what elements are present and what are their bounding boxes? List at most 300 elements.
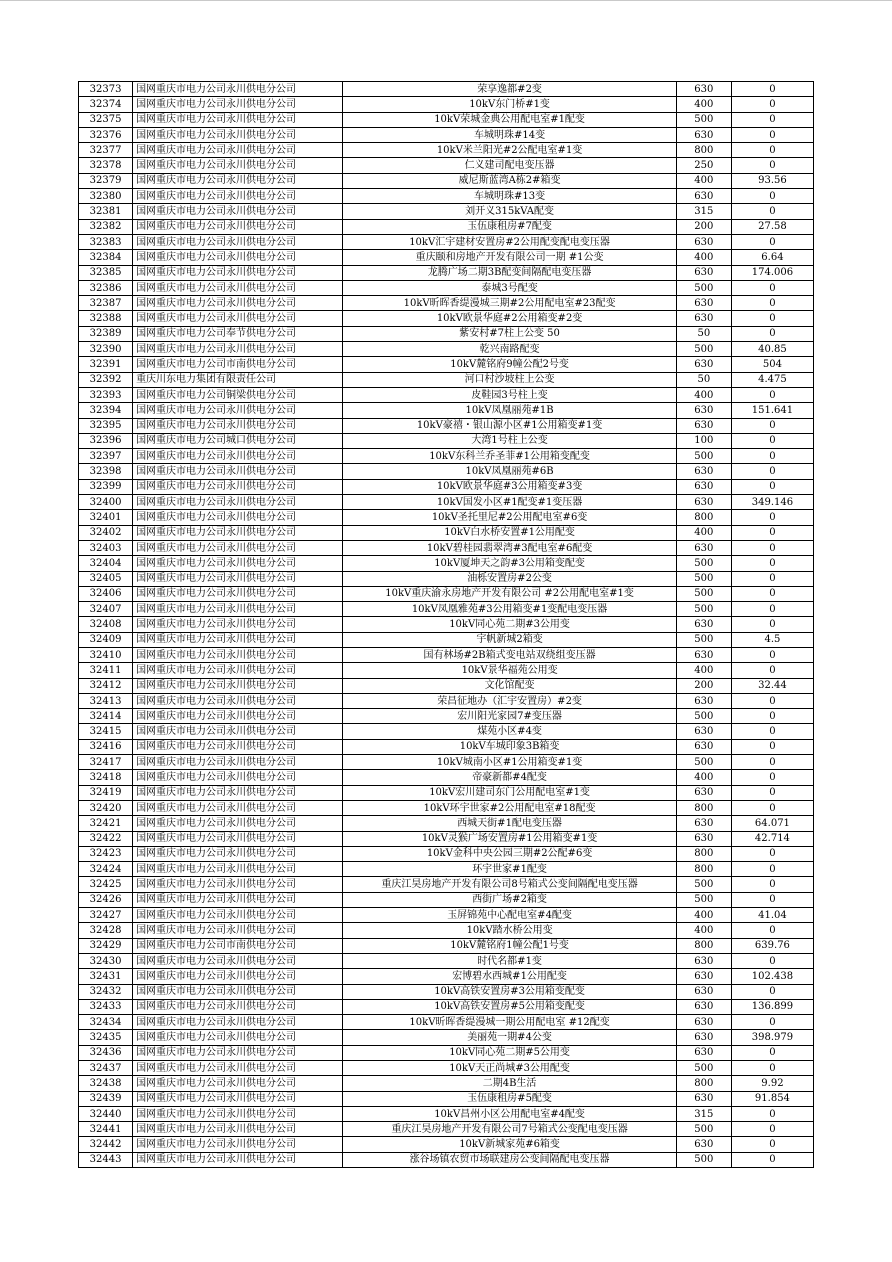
value-cell: 0 (731, 663, 813, 678)
company-cell: 国网重庆市电力公司永川供电分公司 (133, 449, 343, 464)
value-cell: 0 (731, 311, 813, 326)
transformer-name-cell: 玉伍康租房#7配变 (343, 219, 676, 234)
transformer-name-cell: 煤苑小区#4变 (343, 724, 676, 739)
capacity-cell: 630 (676, 816, 731, 831)
capacity-cell: 630 (676, 495, 731, 510)
company-cell: 国网重庆市电力公司永川供电分公司 (133, 1061, 343, 1076)
row-id-cell: 32385 (79, 265, 133, 280)
capacity-cell: 630 (676, 739, 731, 754)
table-row (79, 785, 814, 800)
value-cell: 0 (731, 82, 813, 97)
table-row (79, 877, 814, 892)
company-cell: 国网重庆市电力公司永川供电分公司 (133, 143, 343, 158)
company-cell: 国网重庆市电力公司永川供电分公司 (133, 311, 343, 326)
company-cell: 国网重庆市电力公司永川供电分公司 (133, 525, 343, 540)
row-id-cell: 32376 (79, 127, 133, 142)
capacity-cell: 630 (676, 984, 731, 999)
transformer-name-cell: 10kV欧景华庭#3公用箱变#3变 (343, 479, 676, 494)
capacity-cell: 500 (676, 632, 731, 647)
row-id-cell: 32409 (79, 632, 133, 647)
row-id-cell: 32438 (79, 1076, 133, 1091)
company-cell: 国网重庆市电力公司永川供电分公司 (133, 969, 343, 984)
value-cell: 4.475 (731, 372, 813, 387)
company-cell: 国网重庆市电力公司永川供电分公司 (133, 82, 343, 97)
transformer-name-cell: 10kV昌州小区公用配电室#4配变 (343, 1106, 676, 1121)
value-cell: 0 (731, 647, 813, 662)
row-id-cell: 32420 (79, 800, 133, 815)
capacity-cell: 630 (676, 724, 731, 739)
value-cell: 32.44 (731, 678, 813, 693)
value-cell: 0 (731, 586, 813, 601)
transformer-table (78, 81, 814, 1168)
table-row (79, 709, 814, 724)
table-row (79, 724, 814, 739)
value-cell: 0 (731, 556, 813, 571)
table-row (79, 816, 814, 831)
value-cell: 64.071 (731, 816, 813, 831)
row-id-cell: 32384 (79, 250, 133, 265)
table-row (79, 571, 814, 586)
row-id-cell: 32435 (79, 1030, 133, 1045)
capacity-cell: 630 (676, 479, 731, 494)
company-cell: 国网重庆市电力公司永川供电分公司 (133, 770, 343, 785)
capacity-cell: 500 (676, 342, 731, 357)
transformer-name-cell: 龙腾广场二期3B配变间隔配电变压器 (343, 265, 676, 280)
capacity-cell: 630 (676, 234, 731, 249)
table-row (79, 892, 814, 907)
value-cell: 27.58 (731, 219, 813, 234)
capacity-cell: 630 (676, 1045, 731, 1060)
table-row (79, 602, 814, 617)
value-cell: 0 (731, 540, 813, 555)
table-row (79, 831, 814, 846)
value-cell: 0 (731, 739, 813, 754)
transformer-name-cell: 10kV东门桥#1变 (343, 97, 676, 112)
company-cell: 国网重庆市电力公司永川供电分公司 (133, 204, 343, 219)
row-id-cell: 32422 (79, 831, 133, 846)
row-id-cell: 32374 (79, 97, 133, 112)
capacity-cell: 200 (676, 678, 731, 693)
table-row (79, 403, 814, 418)
value-cell: 0 (731, 892, 813, 907)
value-cell: 398.979 (731, 1030, 813, 1045)
company-cell: 国网重庆市电力公司奉节供电分公司 (133, 326, 343, 341)
transformer-name-cell: 国有林场#2B箱式变电站双绕组变压器 (343, 647, 676, 662)
company-cell: 国网重庆市电力公司永川供电分公司 (133, 112, 343, 127)
row-id-cell: 32428 (79, 923, 133, 938)
value-cell: 0 (731, 189, 813, 204)
capacity-cell: 500 (676, 586, 731, 601)
row-id-cell: 32402 (79, 525, 133, 540)
transformer-name-cell: 宇帆新城2箱变 (343, 632, 676, 647)
value-cell: 0 (731, 418, 813, 433)
row-id-cell: 32389 (79, 326, 133, 341)
table-row (79, 158, 814, 173)
table-row (79, 693, 814, 708)
company-cell: 国网重庆市电力公司永川供电分公司 (133, 556, 343, 571)
company-cell: 国网重庆市电力公司永川供电分公司 (133, 846, 343, 861)
company-cell: 国网重庆市电力公司永川供电分公司 (133, 984, 343, 999)
row-id-cell: 32434 (79, 1015, 133, 1030)
table-row (79, 495, 814, 510)
value-cell: 0 (731, 1122, 813, 1137)
transformer-name-cell: 10kV灵猴广场安置房#1公用箱变#1变 (343, 831, 676, 846)
transformer-name-cell: 10kV荣城金典公用配电室#1配变 (343, 112, 676, 127)
capacity-cell: 400 (676, 525, 731, 540)
transformer-name-cell: 车城明珠#13变 (343, 189, 676, 204)
table-row (79, 127, 814, 142)
transformer-name-cell: 重庆颐和房地产开发有限公司一期 #1公变 (343, 250, 676, 265)
value-cell: 0 (731, 984, 813, 999)
table-row (79, 556, 814, 571)
table-row (79, 1152, 814, 1167)
table-row (79, 204, 814, 219)
table-row (79, 372, 814, 387)
row-id-cell: 32378 (79, 158, 133, 173)
transformer-name-cell: 玉屏锦苑中心配电室#4配变 (343, 908, 676, 923)
table-row (79, 97, 814, 112)
transformer-name-cell: 10kV麓铭府1幢公配1号变 (343, 938, 676, 953)
company-cell: 国网重庆市电力公司永川供电分公司 (133, 831, 343, 846)
row-id-cell: 32395 (79, 418, 133, 433)
value-cell: 0 (731, 387, 813, 402)
company-cell: 国网重庆市电力公司永川供电分公司 (133, 816, 343, 831)
value-cell: 0 (731, 1045, 813, 1060)
transformer-name-cell: 荣昌征地办（汇宇安置房）#2变 (343, 693, 676, 708)
value-cell: 41.04 (731, 908, 813, 923)
capacity-cell: 500 (676, 1122, 731, 1137)
transformer-name-cell: 10kV昕晖香缇漫城一期公用配电室 #12配变 (343, 1015, 676, 1030)
capacity-cell: 630 (676, 265, 731, 280)
value-cell: 0 (731, 602, 813, 617)
table-row (79, 908, 814, 923)
company-cell: 国网重庆市电力公司永川供电分公司 (133, 632, 343, 647)
company-cell: 国网重庆市电力公司永川供电分公司 (133, 755, 343, 770)
value-cell: 6.64 (731, 250, 813, 265)
row-id-cell: 32442 (79, 1137, 133, 1152)
table-row (79, 938, 814, 953)
table-row (79, 250, 814, 265)
value-cell: 0 (731, 280, 813, 295)
capacity-cell: 500 (676, 556, 731, 571)
transformer-name-cell: 10kV凤凰丽苑#1B (343, 403, 676, 418)
transformer-name-cell: 刘开义315kVA配变 (343, 204, 676, 219)
capacity-cell: 630 (676, 540, 731, 555)
table-row (79, 449, 814, 464)
table-row (79, 663, 814, 678)
company-cell: 国网重庆市电力公司永川供电分公司 (133, 250, 343, 265)
transformer-name-cell: 10kV城南小区#1公用箱变#1变 (343, 755, 676, 770)
table-row (79, 342, 814, 357)
value-cell: 0 (731, 234, 813, 249)
value-cell: 0 (731, 204, 813, 219)
value-cell: 0 (731, 112, 813, 127)
transformer-name-cell: 帝豪新都#4配变 (343, 770, 676, 785)
table-row (79, 219, 814, 234)
capacity-cell: 400 (676, 663, 731, 678)
capacity-cell: 315 (676, 204, 731, 219)
value-cell: 0 (731, 1015, 813, 1030)
row-id-cell: 32425 (79, 877, 133, 892)
value-cell: 0 (731, 479, 813, 494)
table-row (79, 525, 814, 540)
company-cell: 国网重庆市电力公司永川供电分公司 (133, 617, 343, 632)
value-cell: 0 (731, 433, 813, 448)
transformer-name-cell: 大湾1号柱上公变 (343, 433, 676, 448)
transformer-name-cell: 河口村沙坡柱上公变 (343, 372, 676, 387)
table-row (79, 357, 814, 372)
transformer-name-cell: 油栎安置房#2公变 (343, 571, 676, 586)
transformer-name-cell: 威尼斯蓝湾A栋2#箱变 (343, 173, 676, 188)
value-cell: 4.5 (731, 632, 813, 647)
row-id-cell: 32437 (79, 1061, 133, 1076)
value-cell: 0 (731, 724, 813, 739)
row-id-cell: 32433 (79, 999, 133, 1014)
row-id-cell: 32403 (79, 540, 133, 555)
table-row (79, 387, 814, 402)
table-row (79, 143, 814, 158)
value-cell: 504 (731, 357, 813, 372)
company-cell: 国网重庆市电力公司永川供电分公司 (133, 1045, 343, 1060)
value-cell: 0 (731, 571, 813, 586)
value-cell: 9.92 (731, 1076, 813, 1091)
company-cell: 国网重庆市电力公司永川供电分公司 (133, 586, 343, 601)
capacity-cell: 500 (676, 1061, 731, 1076)
table-row (79, 800, 814, 815)
company-cell: 国网重庆市电力公司永川供电分公司 (133, 418, 343, 433)
capacity-cell: 800 (676, 938, 731, 953)
value-cell: 0 (731, 158, 813, 173)
transformer-name-cell: 10kV白水桥安置#1公用配变 (343, 525, 676, 540)
value-cell: 0 (731, 1137, 813, 1152)
capacity-cell: 630 (676, 296, 731, 311)
company-cell: 国网重庆市电力公司永川供电分公司 (133, 1106, 343, 1121)
transformer-name-cell: 乾兴南路配变 (343, 342, 676, 357)
company-cell: 国网重庆市电力公司永川供电分公司 (133, 97, 343, 112)
table-row (79, 1122, 814, 1137)
table-row (79, 540, 814, 555)
value-cell: 0 (731, 923, 813, 938)
transformer-name-cell: 10kV景华福苑公用变 (343, 663, 676, 678)
row-id-cell: 32382 (79, 219, 133, 234)
capacity-cell: 800 (676, 800, 731, 815)
table-row (79, 1015, 814, 1030)
row-id-cell: 32429 (79, 938, 133, 953)
table-row (79, 296, 814, 311)
transformer-name-cell: 文化馆配变 (343, 678, 676, 693)
transformer-name-cell: 皮鞋园3号柱上变 (343, 387, 676, 402)
company-cell: 国网重庆市电力公司永川供电分公司 (133, 464, 343, 479)
company-cell: 国网重庆市电力公司永川供电分公司 (133, 540, 343, 555)
row-id-cell: 32413 (79, 693, 133, 708)
table-row (79, 632, 814, 647)
transformer-name-cell: 10kV金科中央公园三期#2公配#6变 (343, 846, 676, 861)
transformer-name-cell: 车城明珠#14变 (343, 127, 676, 142)
company-cell: 重庆川东电力集团有限责任公司 (133, 372, 343, 387)
row-id-cell: 32415 (79, 724, 133, 739)
capacity-cell: 630 (676, 831, 731, 846)
value-cell: 102.438 (731, 969, 813, 984)
value-cell: 0 (731, 693, 813, 708)
transformer-name-cell: 玉伍康租房#5配变 (343, 1091, 676, 1106)
table-row (79, 755, 814, 770)
value-cell: 0 (731, 449, 813, 464)
row-id-cell: 32381 (79, 204, 133, 219)
company-cell: 国网重庆市电力公司永川供电分公司 (133, 602, 343, 617)
company-cell: 国网重庆市电力公司铜梁供电分公司 (133, 387, 343, 402)
transformer-name-cell: 重庆江昊房地产开发有限公司7号箱式公变配电变压器 (343, 1122, 676, 1137)
table-row (79, 923, 814, 938)
company-cell: 国网重庆市电力公司永川供电分公司 (133, 953, 343, 968)
company-cell: 国网重庆市电力公司永川供电分公司 (133, 693, 343, 708)
capacity-cell: 400 (676, 387, 731, 402)
table-row (79, 326, 814, 341)
value-cell: 0 (731, 770, 813, 785)
table-row (79, 433, 814, 448)
value-cell: 0 (731, 755, 813, 770)
company-cell: 国网重庆市电力公司市南供电分公司 (133, 357, 343, 372)
transformer-name-cell: 10kV踏水桥公用变 (343, 923, 676, 938)
transformer-name-cell: 10kV碧桂园翡翠湾#3配电室#6配变 (343, 540, 676, 555)
capacity-cell: 500 (676, 571, 731, 586)
row-id-cell: 32397 (79, 449, 133, 464)
row-id-cell: 32406 (79, 586, 133, 601)
capacity-cell: 400 (676, 173, 731, 188)
transformer-name-cell: 涨谷场镇农贸市场联建房公变间隔配电变压器 (343, 1152, 676, 1167)
row-id-cell: 32417 (79, 755, 133, 770)
capacity-cell: 100 (676, 433, 731, 448)
table-row (79, 311, 814, 326)
transformer-name-cell: 10kV高铁安置房#5公用箱变配变 (343, 999, 676, 1014)
row-id-cell: 32410 (79, 647, 133, 662)
table-row (79, 418, 814, 433)
row-id-cell: 32416 (79, 739, 133, 754)
row-id-cell: 32439 (79, 1091, 133, 1106)
capacity-cell: 500 (676, 1152, 731, 1167)
value-cell: 0 (731, 846, 813, 861)
table-row (79, 82, 814, 97)
capacity-cell: 315 (676, 1106, 731, 1121)
row-id-cell: 32427 (79, 908, 133, 923)
transformer-name-cell: 美丽苑一期#4公变 (343, 1030, 676, 1045)
row-id-cell: 32391 (79, 357, 133, 372)
row-id-cell: 32400 (79, 495, 133, 510)
row-id-cell: 32430 (79, 953, 133, 968)
capacity-cell: 500 (676, 112, 731, 127)
transformer-name-cell: 10kV豪禧・银山源小区#1公用箱变#1变 (343, 418, 676, 433)
capacity-cell: 500 (676, 892, 731, 907)
table-body (79, 82, 814, 1168)
table-row (79, 464, 814, 479)
table-row (79, 510, 814, 525)
row-id-cell: 32423 (79, 846, 133, 861)
transformer-name-cell: 荣享逸都#2变 (343, 82, 676, 97)
company-cell: 国网重庆市电力公司永川供电分公司 (133, 923, 343, 938)
row-id-cell: 32407 (79, 602, 133, 617)
value-cell: 639.76 (731, 938, 813, 953)
value-cell: 93.56 (731, 173, 813, 188)
capacity-cell: 400 (676, 97, 731, 112)
capacity-cell: 800 (676, 846, 731, 861)
capacity-cell: 630 (676, 1137, 731, 1152)
company-cell: 国网重庆市电力公司永川供电分公司 (133, 678, 343, 693)
company-cell: 国网重庆市电力公司永川供电分公司 (133, 862, 343, 877)
row-id-cell: 32383 (79, 234, 133, 249)
row-id-cell: 32411 (79, 663, 133, 678)
transformer-name-cell: 10kV汇宇建材安置房#2公用配变配电变压器 (343, 234, 676, 249)
transformer-name-cell: 二期4B生活 (343, 1076, 676, 1091)
company-cell: 国网重庆市电力公司永川供电分公司 (133, 663, 343, 678)
table-row (79, 739, 814, 754)
capacity-cell: 630 (676, 953, 731, 968)
value-cell: 0 (731, 877, 813, 892)
transformer-name-cell: 10kV凤凰丽苑#6B (343, 464, 676, 479)
capacity-cell: 500 (676, 755, 731, 770)
value-cell: 151.641 (731, 403, 813, 418)
company-cell: 国网重庆市电力公司永川供电分公司 (133, 510, 343, 525)
table-row (79, 234, 814, 249)
company-cell: 国网重庆市电力公司永川供电分公司 (133, 403, 343, 418)
value-cell: 0 (731, 510, 813, 525)
company-cell: 国网重庆市电力公司永川供电分公司 (133, 189, 343, 204)
table-row (79, 1061, 814, 1076)
company-cell: 国网重庆市电力公司城口供电分公司 (133, 433, 343, 448)
value-cell: 91.854 (731, 1091, 813, 1106)
transformer-name-cell: 仁义建司配电变压器 (343, 158, 676, 173)
company-cell: 国网重庆市电力公司永川供电分公司 (133, 173, 343, 188)
transformer-name-cell: 10kV国发小区#1配变#1变压器 (343, 495, 676, 510)
row-id-cell: 32399 (79, 479, 133, 494)
capacity-cell: 630 (676, 999, 731, 1014)
capacity-cell: 400 (676, 923, 731, 938)
table-row (79, 280, 814, 295)
row-id-cell: 32443 (79, 1152, 133, 1167)
transformer-name-cell: 10kV宏川建司东门公用配电室#1变 (343, 785, 676, 800)
table-row (79, 189, 814, 204)
row-id-cell: 32396 (79, 433, 133, 448)
row-id-cell: 32404 (79, 556, 133, 571)
transformer-name-cell: 宏博碧水西城#1公用配变 (343, 969, 676, 984)
value-cell: 0 (731, 1106, 813, 1121)
table-row (79, 969, 814, 984)
table-row (79, 1045, 814, 1060)
table-row (79, 1137, 814, 1152)
transformer-name-cell: 10kV重庆渝永房地产开发有限公司 #2公用配电室#1变 (343, 586, 676, 601)
company-cell: 国网重庆市电力公司永川供电分公司 (133, 1122, 343, 1137)
table-row (79, 647, 814, 662)
capacity-cell: 630 (676, 1091, 731, 1106)
capacity-cell: 630 (676, 647, 731, 662)
company-cell: 国网重庆市电力公司永川供电分公司 (133, 158, 343, 173)
value-cell: 0 (731, 464, 813, 479)
company-cell: 国网重庆市电力公司永川供电分公司 (133, 647, 343, 662)
row-id-cell: 32388 (79, 311, 133, 326)
capacity-cell: 200 (676, 219, 731, 234)
table-row (79, 173, 814, 188)
capacity-cell: 630 (676, 357, 731, 372)
transformer-name-cell: 10kV麓铭府9幢公配2号变 (343, 357, 676, 372)
value-cell: 0 (731, 1061, 813, 1076)
capacity-cell: 500 (676, 449, 731, 464)
row-id-cell: 32424 (79, 862, 133, 877)
transformer-name-cell: 宏川阳光家园7#变压器 (343, 709, 676, 724)
row-id-cell: 32426 (79, 892, 133, 907)
company-cell: 国网重庆市电力公司永川供电分公司 (133, 1137, 343, 1152)
company-cell: 国网重庆市电力公司永川供电分公司 (133, 1076, 343, 1091)
row-id-cell: 32380 (79, 189, 133, 204)
capacity-cell: 630 (676, 418, 731, 433)
capacity-cell: 630 (676, 1015, 731, 1030)
